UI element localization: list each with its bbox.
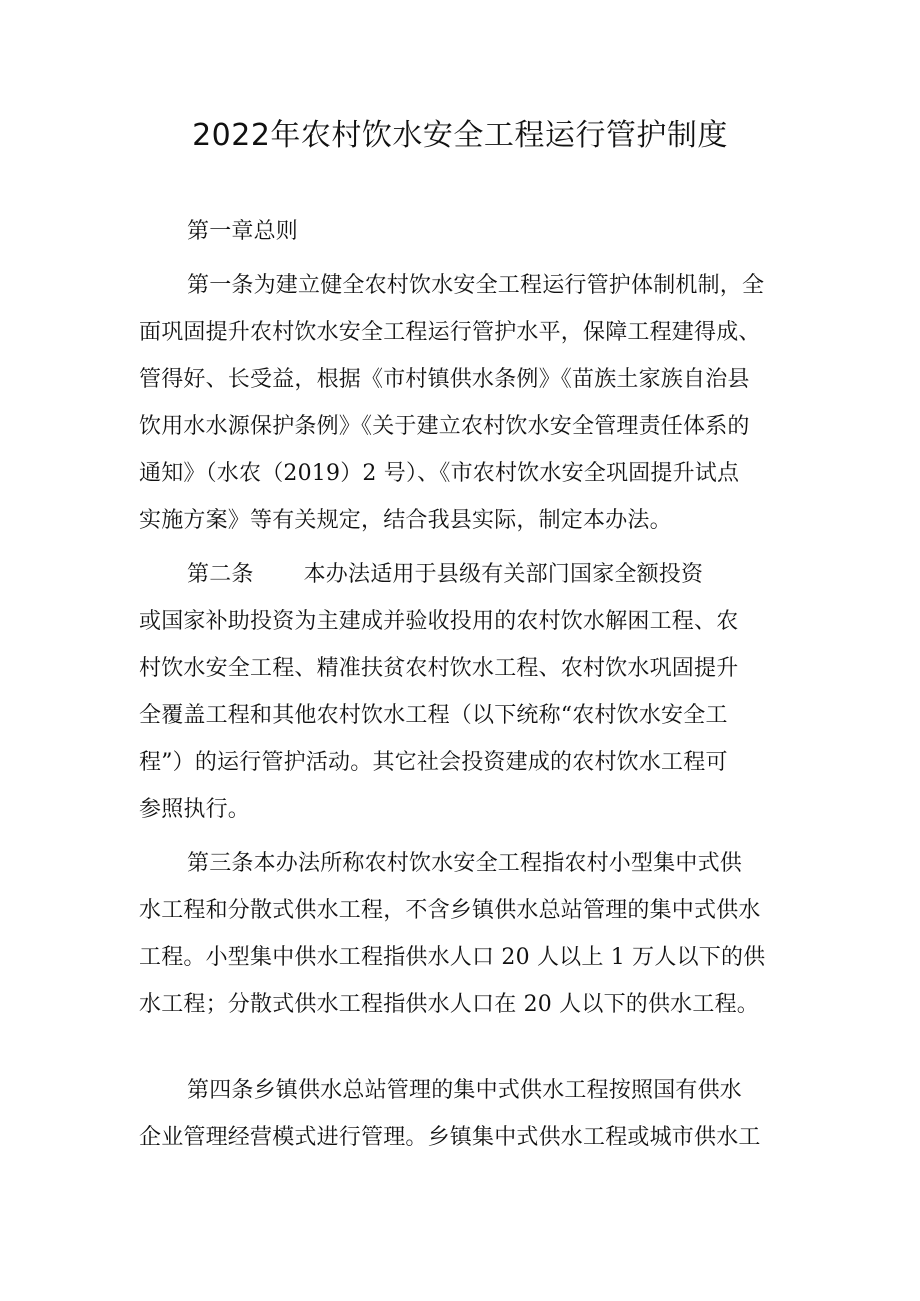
article-3-line: 工程。小型集中供水工程指供水人口 20 人以上 1 万人以下的供 xyxy=(139,945,766,970)
article-4 xyxy=(139,1067,789,1161)
document-title: 2022年农村饮水安全工程运行管护制度 xyxy=(192,118,728,153)
article-2-line: 村饮水安全工程、精准扶贫农村饮水工程、农村饮水巩固提升 xyxy=(139,656,739,681)
article-3 xyxy=(139,840,789,1028)
article-1-line: 实施方案》等有关规定，结合我县实际，制定本办法。 xyxy=(139,508,672,533)
article-2 xyxy=(139,551,789,833)
article-1-line: 饮用水水源保护条例》《关于建立农村饮水安全管理责任体系的 xyxy=(139,414,750,439)
article-2-first-text: 本办法适用于县级有关部门国家全额投资 xyxy=(303,562,704,587)
article-2-first-line xyxy=(139,551,789,598)
chapter-heading: 第一章总则 xyxy=(187,219,299,244)
article-1 xyxy=(139,262,789,544)
article-4-line: 企业管理经营模式进行管理。乡镇集中式供水工程或城市供水工 xyxy=(139,1125,761,1150)
article-3-line: 第三条本办法所称农村饮水安全工程指农村小型集中式供 xyxy=(187,851,743,876)
article-3-line: 水工程和分散式供水工程，不含乡镇供水总站管理的集中式供水 xyxy=(139,898,761,923)
article-4-line: 第四条乡镇供水总站管理的集中式供水工程按照国有供水 xyxy=(187,1078,743,1103)
article-2-line: 参照执行。 xyxy=(139,797,251,822)
article-1-line: 面巩固提升农村饮水安全工程运行管护水平，保障工程建得成、 xyxy=(139,320,761,345)
article-1-line: 管得好、长受益，根据《市村镇供水条例》《苗族土家族自治县 xyxy=(139,367,750,392)
article-1-line: 第一条为建立健全农村饮水安全工程运行管护体制机制，全 xyxy=(187,273,765,298)
article-2-line: 全覆盖工程和其他农村饮水工程（以下统称“农村饮水安全工 xyxy=(139,703,728,728)
article-2-line: 或国家补助投资为主建成并验收投用的农村饮水解困工程、农 xyxy=(139,609,739,634)
article-3-line: 水工程；分散式供水工程指供水人口在 20 人以下的供水工程。 xyxy=(139,992,759,1017)
article-2-label: 第二条 xyxy=(187,562,254,587)
article-1-line: 通知》（水农（2019）2 号）、《市农村饮水安全巩固提升试点 xyxy=(139,461,740,486)
article-2-line: 程”）的运行管护活动。其它社会投资建成的农村饮水工程可 xyxy=(139,750,728,775)
